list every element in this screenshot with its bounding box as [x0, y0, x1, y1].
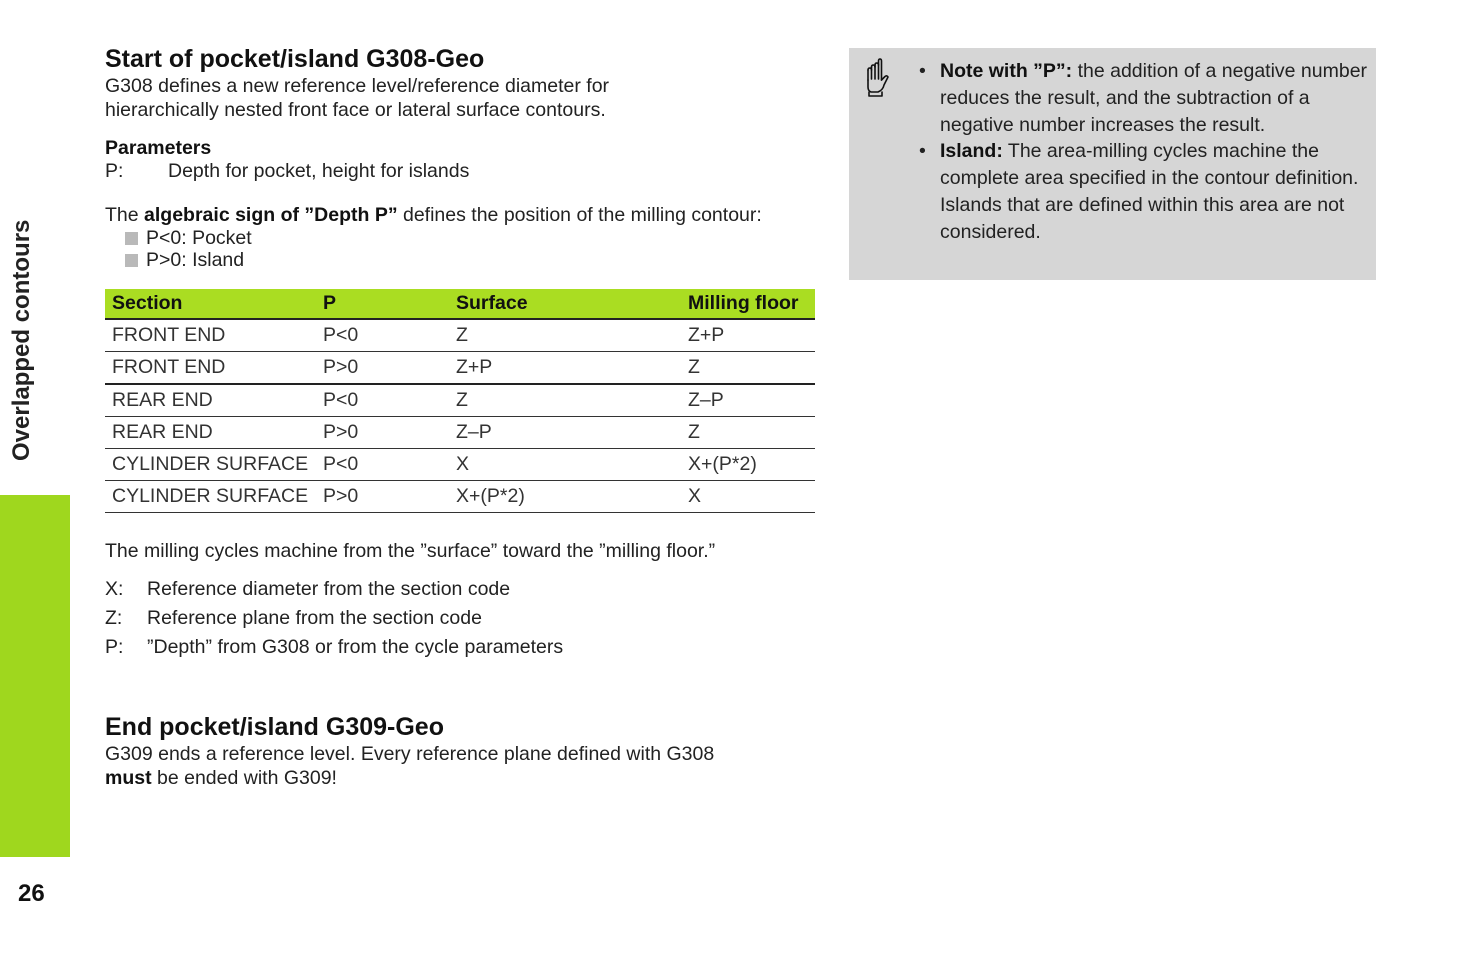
sign-text-post: defines the position of the milling contour: [397, 204, 762, 226]
table-header: Section [105, 289, 316, 319]
def-key: P: [105, 636, 124, 658]
table-cell: Z+P [681, 319, 815, 352]
param-row [105, 159, 817, 183]
sign-text-pre: The [105, 204, 145, 226]
table-cell: P>0 [316, 481, 449, 513]
bullet-icon: • [919, 140, 926, 163]
list-item [919, 138, 1371, 245]
table-cell: REAR END [105, 384, 316, 417]
table-row [105, 449, 815, 481]
table-header: Surface [449, 289, 681, 319]
sign-paragraph [105, 203, 817, 227]
note-text: The area-milling cycles machine the complete area specified in the contour definition. Islands that are defined within this area are not considered. [940, 140, 1359, 243]
g309-paragraph [105, 742, 817, 790]
g309-text-post: be ended with G309! [151, 767, 337, 789]
table-row [105, 352, 815, 385]
side-tab-label: Overlapped contours [8, 219, 35, 461]
table-header-row [105, 289, 815, 319]
table-row [105, 384, 815, 417]
table-cell: CYLINDER SURFACE [105, 449, 316, 481]
square-bullet-icon [125, 254, 138, 267]
list-item [105, 227, 817, 249]
def-key: Z: [105, 607, 123, 629]
table-row [105, 481, 815, 513]
def-row [105, 633, 817, 662]
parameters-heading: Parameters [105, 137, 212, 159]
note-list [919, 58, 1371, 246]
table-cell: P<0 [316, 449, 449, 481]
table-cell: X+(P*2) [449, 481, 681, 513]
table-cell: P>0 [316, 417, 449, 449]
def-key: X: [105, 578, 124, 600]
g309-text-bold: must [105, 767, 152, 789]
list-item [105, 249, 817, 271]
param-desc: Depth for pocket, height for islands [168, 160, 470, 182]
table-cell: FRONT END [105, 319, 316, 352]
table-row [105, 319, 815, 352]
milling-paragraph: The milling cycles machine from the ”surface” toward the ”milling floor.” [105, 540, 716, 562]
table-cell: Z–P [449, 417, 681, 449]
table-cell: P<0 [316, 384, 449, 417]
bullet-icon: • [919, 60, 926, 82]
note-bold: Note with ”P”: [940, 60, 1073, 82]
table-row [105, 417, 815, 449]
table-cell: REAR END [105, 417, 316, 449]
section-title-g309: End pocket/island G309-Geo [105, 713, 444, 741]
table-cell: Z [449, 384, 681, 417]
table-cell: Z [449, 319, 681, 352]
list-item [919, 58, 1371, 138]
list-item-text: P>0: Island [146, 249, 245, 271]
table-cell: Z+P [449, 352, 681, 385]
def-row [105, 604, 817, 633]
list-item-text: P<0: Pocket [146, 227, 252, 249]
table-cell: P<0 [316, 319, 449, 352]
pointing-hand-icon [861, 58, 891, 98]
table-cell: X [681, 481, 815, 513]
table-cell: Z–P [681, 384, 815, 417]
sign-list [105, 227, 817, 271]
side-color-bar [0, 495, 70, 857]
g308-intro: G308 defines a new reference level/reference diameter for hierarchically nested front face or lateral surface contours. [105, 75, 610, 121]
def-row [105, 575, 817, 604]
section-table [105, 289, 815, 513]
note-bold: Island: [940, 140, 1003, 163]
table-header: P [316, 289, 449, 319]
def-desc: Reference diameter from the section code [147, 578, 511, 600]
table-cell: P>0 [316, 352, 449, 385]
table-cell: FRONT END [105, 352, 316, 385]
side-tab [8, 118, 108, 538]
main-column [105, 44, 817, 790]
note-box [849, 48, 1376, 280]
table-header: Milling floor [681, 289, 815, 319]
g309-text-line1: G309 ends a reference level. Every reference plane defined with G308 [105, 743, 715, 765]
param-key: P: [105, 160, 124, 182]
table-cell: Z [681, 352, 815, 385]
section-title-g308: Start of pocket/island G308-Geo [105, 45, 485, 73]
sign-text-bold: algebraic sign of ”Depth P” [144, 204, 398, 226]
table-cell: CYLINDER SURFACE [105, 481, 316, 513]
table-cell: X+(P*2) [681, 449, 815, 481]
table-cell: X [449, 449, 681, 481]
page-number: 26 [18, 880, 45, 907]
table-cell: Z [681, 417, 815, 449]
def-desc: ”Depth” from G308 or from the cycle parameters [147, 636, 564, 658]
note-text: the addition of a negative number reduces the result, and the subtraction of a negative number increases the result. [940, 60, 1368, 136]
def-desc: Reference plane from the section code [147, 607, 482, 629]
square-bullet-icon [125, 232, 138, 245]
